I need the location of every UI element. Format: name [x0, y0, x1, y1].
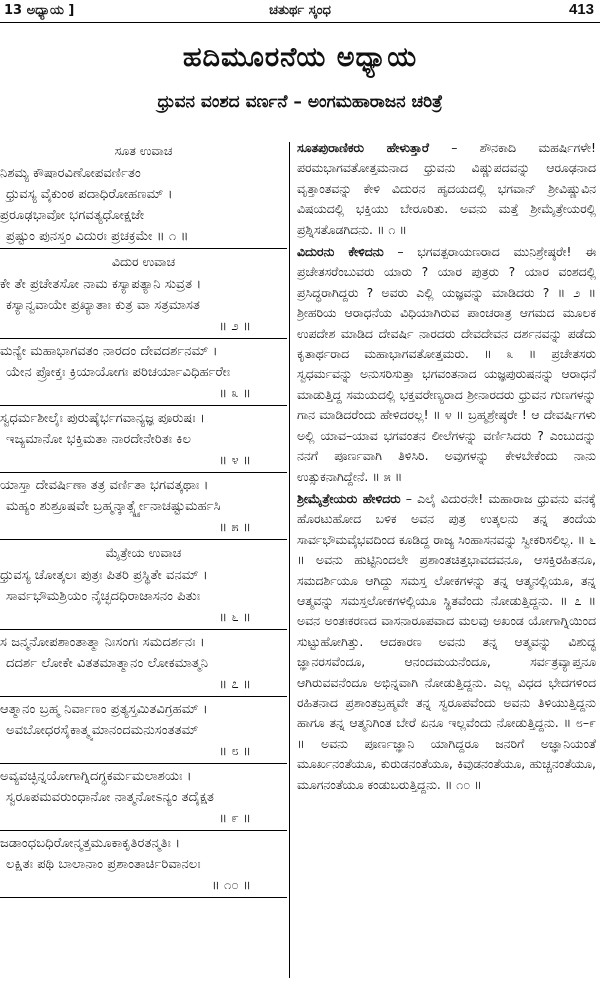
- verse-line: ಆತ್ಮಾನಂ ಬ್ರಹ್ಮ ನಿರ್ವಾಣಂ ಪ್ರತ್ಯಸ್ತಮಿತವಿಗ್ರಹಮ್ ।: [0, 702, 208, 717]
- verse-line: ಇಜ್ಯಮಾನೋ ಭಕ್ತಿಮತಾ ನಾರದೇನೇರಿತಃ ಕಿಲ: [6, 432, 192, 447]
- verse-line: ದದರ್ಶ ಲೋಕೇ ವಿತತಮಾತ್ಮಾನಂ ಲೋಕಮಾತ್ಮನಿ: [6, 656, 209, 671]
- verse-line: ಅವ್ಯವಚ್ಛಿನ್ನಯೋಗಾಗ್ನಿದಗ್ಧಕರ್ಮಮಲಾಶಯಃ ।: [0, 769, 192, 784]
- header-book-title: ಚತುರ್ಥ ಸ್ಕಂಧ: [269, 3, 331, 18]
- translation-paragraph: [297, 489, 596, 795]
- verse-line: ಸ್ವರೂಪಮವರುಂಧಾನೋ ನಾತ್ಮನೋಽನ್ಯಂ ತದೈಕ್ಷತ: [6, 790, 215, 805]
- speaker-lead: ವಿದುರನು ಕೇಳಿದನು: [297, 244, 384, 260]
- verse-number: ॥ ೫ ॥: [219, 520, 251, 535]
- verse-number: ॥ ೬ ॥: [219, 610, 251, 625]
- verse-line: ಯೇನ ಪ್ರೋಕ್ತಃ ಕ್ರಿಯಾಯೋಗಃ ಪರಿಚರ್ಯಾವಿಧಿರ್ಹರೇಃ: [6, 365, 231, 380]
- chapter-title: ಹದಿಮೂರನೆಯ ಅಧ್ಯಾಯ: [182, 42, 418, 73]
- verse-block: [0, 163, 287, 249]
- verse-line: ಧ್ರುವಸ್ಯ ವೈಕುಂಠ ಪದಾಧಿರೋಹಣಮ್ ।: [6, 187, 173, 202]
- verse-number: ॥ ೯ ॥: [219, 811, 251, 826]
- verse-line: ಪ್ರರೂಢಭಾವೋ ಭಗವತ್ಯಧೋಕ್ಷಜೇ: [0, 208, 145, 223]
- verse-line: ಪ್ರಷ್ಟುಂ ಪುನಸ್ತಂ ವಿದುರಃ ಪ್ರಚಕ್ರಮೇ ॥ ೧ ॥: [6, 229, 189, 244]
- verse-block: [0, 274, 287, 339]
- translation-paragraph: [297, 242, 596, 487]
- verse-line: ಮನ್ಯೇ ಮಹಾಭಾಗವತಂ ನಾರದಂ ದೇವದರ್ಶನಮ್ ।: [0, 344, 218, 359]
- verse-line: ಸಾರ್ವಭೌಮಶ್ರಿಯಂ ನೈಚ್ಛದಧಿರಾಜಾಸನಂ ಪಿತುಃ: [6, 589, 201, 604]
- verse-block: [0, 475, 287, 540]
- chapter-subtitle: ಧ್ರುವನ ವಂಶದ ವರ್ಣನೆ – ಅಂಗಮಹಾರಾಜನ ಚರಿತ್ರೆ: [157, 92, 443, 112]
- verse-number: ॥ ೨ ॥: [219, 319, 251, 334]
- translation-text: – ಶೌನಕಾದಿ ಮಹರ್ಷಿಗಳೇ! ಪರಮಭಾಗವತೋತ್ತಮನಾದ ಧ್ರುವನು ವಿಷ್ಣುಪದವನ್ನು ಆರೂಢನಾದ ವೃತ್ತಾಂತವನ್ನು ಕೇಳಿ ವಿದುರನ ಹೃದಯದಲ್ಲಿ ಭಗವಾನ್ ಶ್ರೀವಿಷ್ಣುವಿನ ವಿಷಯದಲ್ಲಿ ಭಕ್ತಿಯು ಬೇರೂರಿತು. ಅವನು ಮತ್ತೆ ಶ್ರೀಮೈತ್ರೇಯರಲ್ಲಿ ಪ್ರಶ್ನಿಸತೊಡಗಿದನು. ॥ ೧ ॥: [297, 140, 596, 237]
- verse-block: [0, 565, 287, 630]
- verse-line: ಸ್ವಧರ್ಮಶೀಲೈಃ ಪುರುಷೈರ್ಭಗವಾನ್ಯಜ್ಞ ಪೂರುಷಃ ।: [0, 411, 205, 426]
- speaker-lead: ಶ್ರೀಮೈತ್ರೇಯರು ಹೇಳಿದರು: [297, 490, 401, 506]
- verse-block: [0, 833, 287, 898]
- column-divider: [289, 142, 290, 978]
- verse-line: ಜಡಾಂಧಬಧಿರೋನ್ಮತ್ತಮೂಕಾಕೃತಿರತನ್ಮತಿಃ ।: [0, 836, 181, 851]
- speaker-heading: ವಿದುರ ಉವಾಚ: [111, 254, 176, 269]
- verse-number: ॥ ೧೦ ॥: [211, 878, 251, 893]
- verse-number: ॥ ೩ ॥: [219, 386, 251, 401]
- verse-line: ಯಾಸ್ತಾ ದೇವರ್ಷಿಣಾ ತತ್ರ ವರ್ಣಿತಾ ಭಗವತ್ಕಥಾಃ ।: [0, 478, 209, 493]
- translation-text: – ಎಲೈ ವಿದುರನೇ! ಮಹಾರಾಜ ಧ್ರುವನು ವನಕ್ಕೆ ಹೊರಟುಹೋದ ಬಳಿಕ ಅವನ ಪುತ್ರ ಉತ್ಕಲನು ತನ್ನ ತಂದೆಯ ಸಾರ್ವಭೌಮವೈಭವದಿಂದ ಕೂಡಿದ್ದ ರಾಜ್ಯ ಸಿಂಹಾಸನವನ್ನು ಸ್ವೀಕರಿಸಲಿಲ್ಲ. ॥ ೬ ॥ ಅವನು ಹುಟ್ಟಿನಿಂದಲೇ ಪ್ರಶಾಂತಚಿತ್ತಭಾವದವನೂ, ಆಸಕ್ತಿರಹಿತನೂ, ಸಮದರ್ಶಿಯೂ ಆಗಿದ್ದು ಸಮಸ್ತ ಲೋಕಗಳನ್ನು ತನ್ನ ಆತ್ಮನಲ್ಲಿಯೂ, ತನ್ನ ಆತ್ಮವನ್ನು ಸಮಸ್ತಲೋಕಗಳಲ್ಲಿಯೂ ಸ್ಥಿತವೆಂದು ನೋಡುತ್ತಿದ್ದನು. ॥ ೭ ॥ ಅವನ ಅಂತಃಕರಣದ ವಾಸನಾರೂಪವಾದ ಮಲವು ಅಖಂಡ ಯೋಗಾಗ್ನಿಯಿಂದ ಸುಟ್ಟುಹೋಗಿತ್ತು. ಆದಕಾರಣ ಅವನು ತನ್ನ ಆತ್ಮವನ್ನು ವಿಶುದ್ಧ ಜ್ಞಾನರಸವೆಂದೂ, ಆನಂದಮಯನೆಂದೂ, ಸರ್ವತ್ರವ್ಯಾಪ್ತನೂ ಆಗಿರುವವನೆಂದೂ ಅಭಿನ್ನವಾಗಿ ನೋಡುತ್ತಿದ್ದನು. ಎಲ್ಲ ವಿಧದ ಭೇದಗಳಿಂದ ರಹಿತನಾದ ಪ್ರಶಾಂತಬ್ರಹ್ಮವೇ ತನ್ನ ಸ್ವರೂಪವೆಂದು ಅವನು ತಿಳಿಯುತ್ತಿದ್ದನು ಹಾಗೂ ತನ್ನ ಆತ್ಮನಿಗಿಂತ ಬೇರೆ ಏನೂ ಇಲ್ಲವೆಂದು ನೋಡುತ್ತಿದ್ದನು. ॥ ೮–೯ ॥ ಅವನು ಪೂರ್ಣಜ್ಞಾನಿ ಯಾಗಿದ್ದರೂ ಜನರಿಗೆ ಅಜ್ಞಾನಿಯಂತೆ ಮೂರ್ಖನಂತೆಯೂ, ಕುರುಡನಂತೆಯೂ, ಕಿವುಡನಂತೆಯೂ, ಹುಚ್ಚನಂತೆಯೂ, ಮೂಗನಂತೆಯೂ ಕಂಡುಬರುತ್ತಿದ್ದನು. ॥ ೧೦ ॥: [297, 490, 596, 792]
- speaker-heading: ಸೂತ ಉವಾಚ: [114, 143, 173, 158]
- verse-number: ॥ ೮ ॥: [219, 744, 251, 759]
- verse-number: ॥ ೭ ॥: [219, 677, 251, 692]
- verse-column: [0, 138, 287, 978]
- verse-block: [0, 341, 287, 406]
- verse-line: ಕೇ ತೇ ಪ್ರಚೇತಸೋ ನಾಮ ಕಸ್ಯಾಪತ್ಯಾನಿ ಸುವ್ರತ ।: [0, 277, 202, 292]
- verse-block: [0, 632, 287, 697]
- speaker-lead: ಸೂತಪುರಾಣಿಕರು ಹೇಳುತ್ತಾರೆ: [297, 140, 429, 155]
- translation-column: [297, 138, 596, 978]
- verse-number: ॥ ೪ ॥: [219, 453, 251, 468]
- verse-line: ಧ್ರುವಸ್ಯ ಚೋತ್ಕಲಃ ಪುತ್ರಃ ಪಿತರಿ ಪ್ರಸ್ಥಿತೇ ವನಮ್ ।: [0, 568, 208, 583]
- translation-paragraph: [297, 138, 596, 240]
- speaker-heading: ಮೈತ್ರೇಯ ಉವಾಚ: [105, 545, 182, 560]
- verse-block: [0, 408, 287, 473]
- verse-line: ಸ ಜನ್ಮನೋಪಶಾಂತಾತ್ಮಾ ನಿಃಸಂಗಃ ಸಮದರ್ಶನಃ ।: [0, 635, 205, 650]
- page-number: 413: [568, 1, 594, 18]
- translation-text: – ಭಗವತ್ಪರಾಯಣರಾದ ಮುನಿಶ್ರೇಷ್ಠರೇ! ಈ ಪ್ರಚೇತಸರೆಂಬುವರು ಯಾರು ? ಯಾರ ಪುತ್ರರು ? ಯಾರ ವಂಶದಲ್ಲಿ ಪ್ರಸಿದ್ಧರಾಗಿದ್ದರು ? ಅವರು ಎಲ್ಲಿ ಯಜ್ಞವನ್ನು ಮಾಡಿದರು ? ॥ ೨ ॥ ಶ್ರೀಹರಿಯ ಆರಾಧನೆಯ ವಿಧಿಯಾಗಿರುವ ಪಾಂಚರಾತ್ರ ಆಗಮದ ಮೂಲಕ ಉಪದೇಶ ಮಾಡಿದ ದೇವರ್ಷಿ ನಾರದರು ದೇವದೇವನ ದರ್ಶನವನ್ನು ಪಡೆದು ಕೃತಾರ್ಥರಾದ ಮಹಾಭಾಗವತೋತ್ತಮರು. ॥ ೩ ॥ ಪ್ರಚೇತಸರು ಸ್ವಧರ್ಮವನ್ನು ಅನುಸರಿಸುತ್ತಾ ಭಗವಂತನಾದ ಯಜ್ಞಪುರುಷನನ್ನು ಆರಾಧನೆ ಮಾಡುತ್ತಿದ್ದ ಸಮಯದಲ್ಲಿ ಭಕ್ತವರೇಣ್ಯರಾದ ಶ್ರೀನಾರದರು ಧ್ರುವನ ಗುಣಗಳನ್ನು ಗಾನ ಮಾಡಿದರೆಂದು ಹೇಳಿದರಲ್ಲ! ॥ ೪ ॥ ಬ್ರಹ್ಮಶ್ರೇಷ್ಠರೇ ! ಆ ದೇವರ್ಷಿಗಳು ಅಲ್ಲಿ ಯಾವ–ಯಾವ ಭಗವಂತನ ಲೀಲೆಗಳನ್ನು ವರ್ಣಿಸಿದರು ? ಎಂಬುದನ್ನು ನನಗೆ ಪೂರ್ಣವಾಗಿ ತಿಳಿಸಿರಿ. ಅವುಗಳನ್ನು ಕೇಳಬೇಕೆಂದು ನಾನು ಉತ್ಸುಕನಾಗಿದ್ದೇನೆ. ॥ ೫ ॥: [297, 244, 596, 484]
- verse-block: [0, 699, 287, 764]
- page-header: [0, 0, 600, 23]
- verse-line: ಲಕ್ಷಿತಃ ಪಥಿ ಬಾಲಾನಾಂ ಪ್ರಶಾಂತಾರ್ಚಿರಿವಾನಲಃ: [6, 857, 201, 872]
- verse-line: ಮಹ್ಯಂ ಶುಶ್ರೂಷವೇ ಬ್ರಹ್ಮನ್ಕಾರ್ತ್ಸ್ನ್ಯೇನಾಚಷ್ಟುಮರ್ಹಸಿ: [6, 499, 221, 514]
- verse-line: ನಿಶಮ್ಯ ಕೌಷಾರವಿಣೋಪವರ್ಣಿತಂ: [0, 166, 141, 181]
- verse-line: ಕಸ್ಯಾನ್ವವಾಯೇ ಪ್ರಖ್ಯಾತಾಃ ಕುತ್ರ ವಾ ಸತ್ರಮಾಸತ: [6, 298, 201, 313]
- header-chapter-label: 13 ಅಧ್ಯಾಯ ]: [4, 3, 75, 18]
- verse-line: ಅವಬೋಧರಸೈಕಾತ್ಮ್ಯಮಾನಂದಮನುಸಂತತಮ್: [6, 723, 199, 738]
- verse-block: [0, 766, 287, 831]
